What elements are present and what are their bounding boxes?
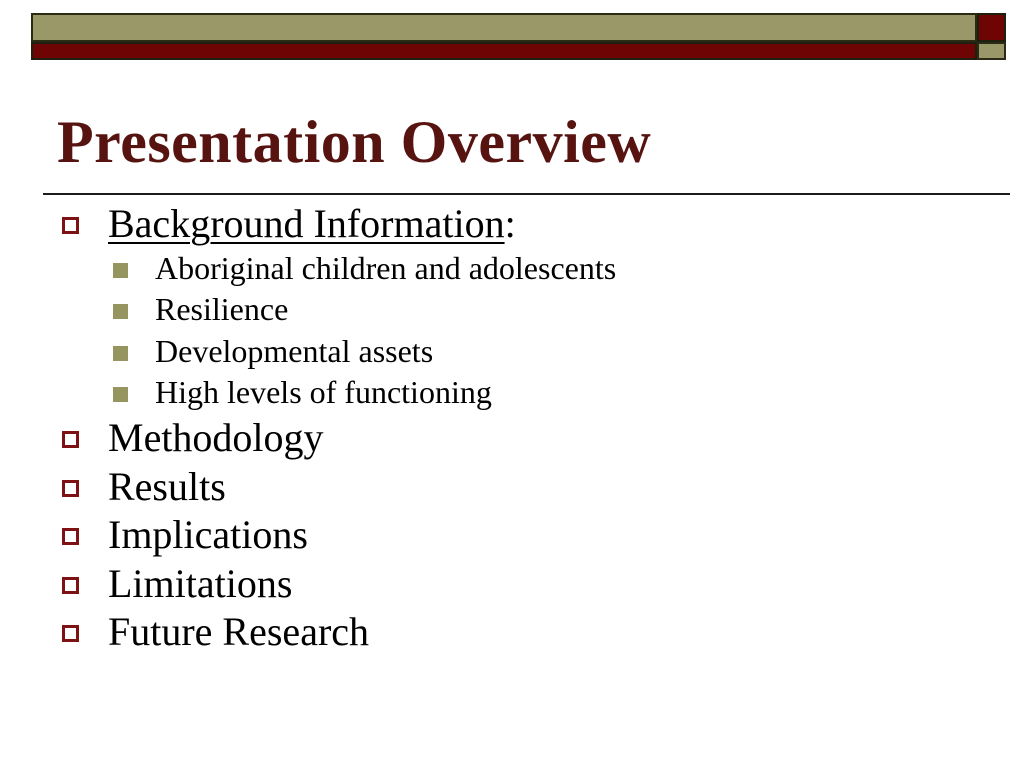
list-subitem-label: Resilience [155, 291, 289, 328]
slide-body-list [62, 199, 1004, 656]
filled-square-bullet-icon [113, 263, 128, 278]
hollow-square-bullet-icon [62, 431, 79, 448]
list-item-label: Results [108, 463, 226, 509]
list-item [62, 199, 1004, 248]
list-item [62, 511, 1004, 560]
list-subitem [62, 248, 1004, 290]
list-item-label: Future Research [108, 609, 370, 655]
list-item-label: Limitations [108, 560, 293, 606]
list-item [62, 559, 1004, 608]
list-item [62, 414, 1004, 463]
hollow-square-bullet-icon [62, 528, 79, 545]
list-subitem-label: Developmental assets [155, 332, 434, 369]
list-subitem [62, 289, 1004, 331]
filled-square-bullet-icon [113, 387, 128, 402]
banner-red-corner-square [977, 13, 1006, 42]
list-item-label: Methodology [108, 415, 324, 461]
hollow-square-bullet-icon [62, 625, 79, 642]
banner-olive-corner-square [977, 42, 1006, 60]
list-subitem [62, 331, 1004, 373]
list-item [62, 462, 1004, 511]
list-item [62, 608, 1004, 657]
list-subitem-label: Aboriginal children and adolescents [155, 249, 617, 286]
list-subitem-label: High levels of functioning [155, 374, 492, 411]
hollow-square-bullet-icon [62, 480, 79, 497]
list-item-label: Background Information: [108, 200, 516, 246]
filled-square-bullet-icon [113, 304, 128, 319]
hollow-square-bullet-icon [62, 217, 79, 234]
slide-title: Presentation Overview [57, 109, 652, 175]
banner-olive-bar [31, 13, 977, 42]
filled-square-bullet-icon [113, 346, 128, 361]
banner-red-bar [31, 42, 977, 60]
list-subitem [62, 372, 1004, 414]
hollow-square-bullet-icon [62, 577, 79, 594]
list-item-label: Implications [108, 512, 308, 558]
title-divider-line [43, 193, 1010, 195]
